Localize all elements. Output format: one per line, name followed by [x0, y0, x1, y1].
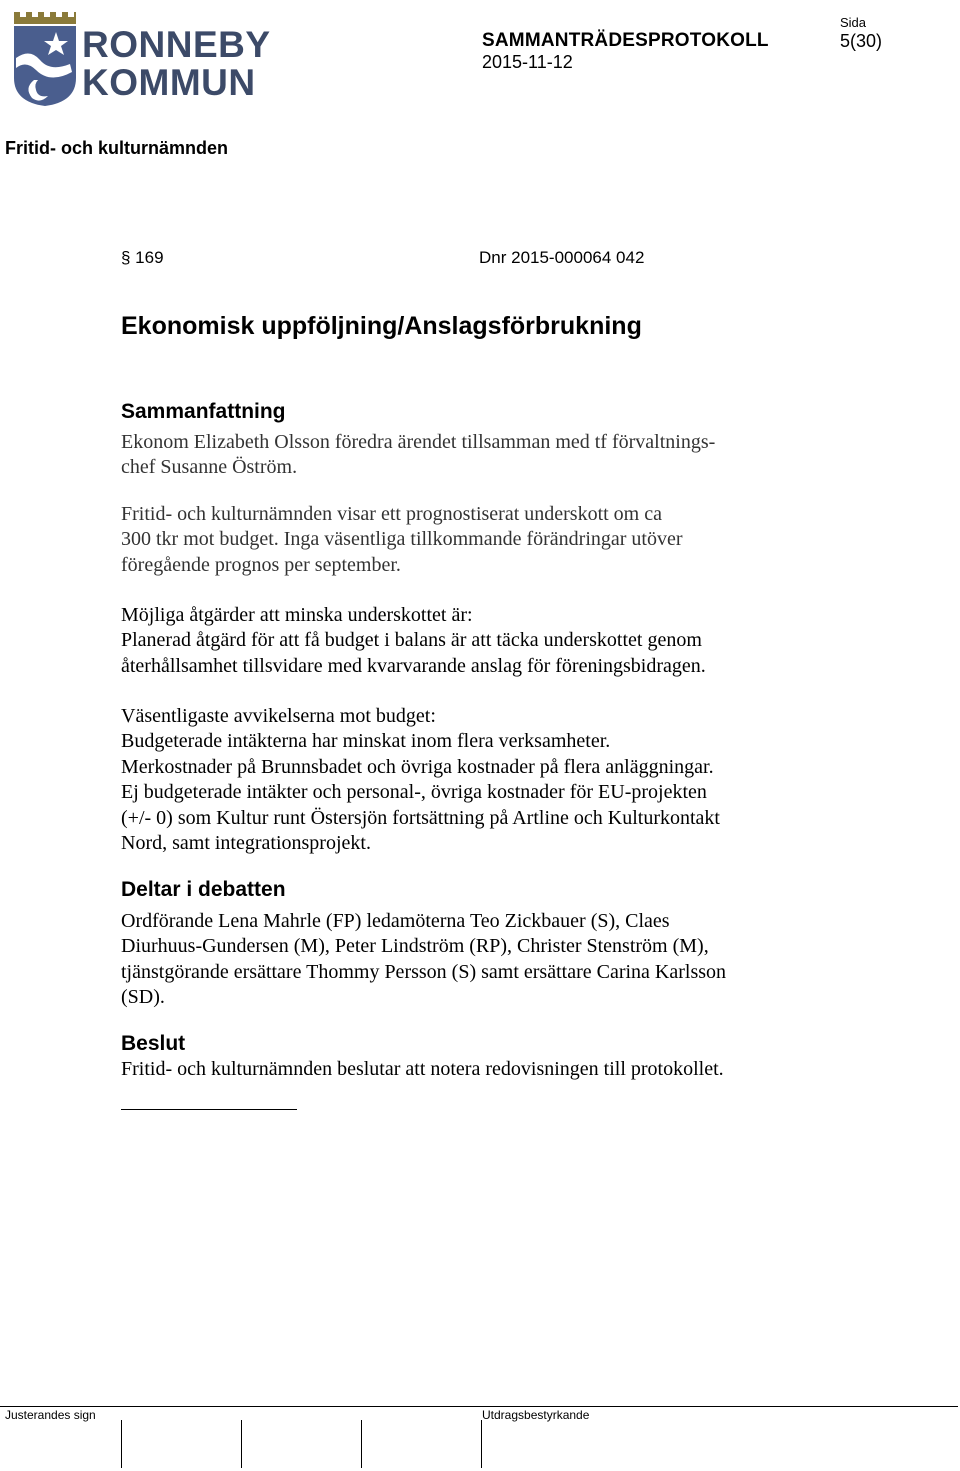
text-line: 300 tkr mot budget. Inga väsentliga tillkommande förändringar utöver — [121, 528, 683, 551]
signature-box-divider — [361, 1420, 362, 1468]
text-line: föregående prognos per september. — [121, 553, 401, 576]
decision-text — [121, 1057, 801, 1082]
text-line: (+/- 0) som Kultur runt Östersjön fortsättning på Artline och Kulturkontakt — [121, 806, 720, 829]
text-line: Ekonom Elizabeth Olsson föredra ärendet tillsamman med tf förvaltnings- — [121, 431, 716, 453]
meeting-date: 2015-11-12 — [482, 52, 573, 72]
heading-deltar-i-debatten: Deltar i debatten — [121, 878, 286, 901]
signature-box-divider — [121, 1420, 122, 1468]
item-title: Ekonomisk uppföljning/Anslagsförbrukning — [121, 312, 642, 340]
utdragsbestyrkande-label: Utdragsbestyrkande — [482, 1408, 590, 1422]
end-rule — [121, 1109, 297, 1110]
signature-footer — [0, 1406, 958, 1471]
text-line: återhållsamhet tillsvidare med kvarvarande anslag för föreningsbidragen. — [121, 654, 706, 677]
document-type: SAMMANTRÄDESPROTOKOLL — [482, 30, 769, 51]
summary-paragraph-2 — [121, 502, 801, 578]
text-line: chef Susanne Öström. — [121, 456, 298, 479]
committee-name: Fritid- och kulturnämnden — [5, 138, 228, 158]
text-line: (SD). — [121, 986, 165, 1009]
text-line: Fritid- och kulturnämnden beslutar att notera redovisningen till protokollet. — [121, 1058, 724, 1080]
summary-paragraph-1 — [121, 430, 801, 481]
text-line: Väsentligaste avvikelserna mot budget: — [121, 705, 436, 727]
logo-text-ronneby: RONNEBY — [82, 24, 271, 65]
heading-beslut: Beslut — [121, 1032, 186, 1055]
debate-participants — [121, 909, 801, 1011]
text-line: Ordförande Lena Mahrle (FP) ledamöterna Teo Zickbauer (S), Claes — [121, 910, 670, 932]
justerandes-sign-label: Justerandes sign — [5, 1408, 96, 1422]
summary-paragraph-3 — [121, 603, 801, 679]
heading-sammanfattning: Sammanfattning — [121, 400, 286, 423]
text-line: tjänstgörande ersättare Thommy Persson (S) samt ersättare Carina Karlsson — [121, 960, 727, 983]
logo-text-kommun: KOMMUN — [82, 62, 256, 103]
text-line: Fritid- och kulturnämnden visar ett prognostiserat underskott om ca — [121, 503, 662, 525]
paragraph-row — [121, 248, 681, 268]
diary-number: Dnr 2015-000064 042 — [479, 248, 645, 267]
text-line: Budgeterade intäkterna har minskat inom flera verksamheter. — [121, 730, 611, 753]
paragraph-number: § 169 — [121, 248, 164, 267]
signature-box-divider — [481, 1420, 482, 1468]
text-line: Merkostnader på Brunnsbadet och övriga kostnader på flera anläggningar. — [121, 755, 714, 778]
text-line: Nord, samt integrationsprojekt. — [121, 832, 371, 855]
page-number: 5(30) — [840, 31, 883, 51]
text-line: Diurhuus-Gundersen (M), Peter Lindström (RP), Christer Stenström (M), — [121, 935, 709, 958]
signature-box-divider — [241, 1420, 242, 1468]
page-label: Sida — [840, 15, 867, 30]
summary-paragraph-4 — [121, 704, 801, 856]
coat-of-arms-icon — [10, 8, 78, 108]
ronneby-kommun-logo — [10, 8, 271, 108]
text-line: Möjliga åtgärder att minska underskottet är: — [121, 604, 473, 626]
text-line: Planerad åtgärd för att få budget i balans är att täcka underskottet genom — [121, 629, 702, 652]
text-line: Ej budgeterade intäkter och personal-, övriga kostnader för EU-projekten — [121, 781, 707, 804]
